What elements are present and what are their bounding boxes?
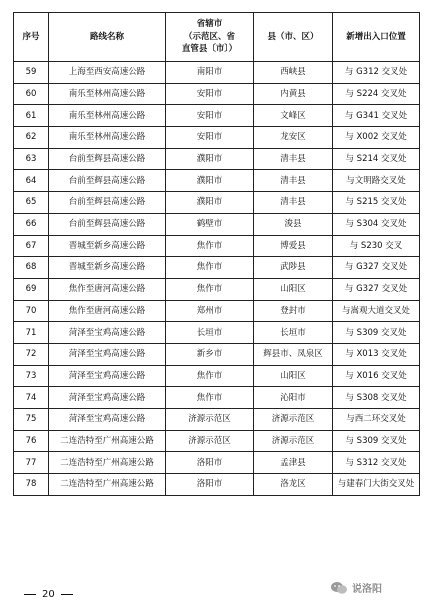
county-cell: 内黄县 (254, 83, 333, 105)
exit-location-cell: 与 X016 交叉处 (333, 365, 420, 387)
row-index-cell: 64 (14, 170, 49, 192)
exit-location-cell: 与 X013 交叉处 (333, 343, 420, 365)
table-row (14, 148, 420, 170)
county-cell: 登封市 (254, 300, 333, 322)
row-index-cell: 72 (14, 343, 49, 365)
route-name-cell: 晋城至新乡高速公路 (49, 235, 166, 257)
route-name-cell: 台前至辉县高速公路 (49, 148, 166, 170)
county-cell: 西峡县 (254, 62, 333, 84)
city-cell: 济源示范区 (166, 409, 254, 431)
city-cell: 焦作市 (166, 257, 254, 279)
table-row (14, 365, 420, 387)
header-city (166, 13, 254, 62)
row-index-cell: 68 (14, 257, 49, 279)
county-cell: 沁阳市 (254, 387, 333, 409)
exit-location-cell: 与西二环交叉处 (333, 409, 420, 431)
exit-location-cell: 与嵩观大道交叉处 (333, 300, 420, 322)
table-row (14, 387, 420, 409)
route-name-cell: 二连浩特至广州高速公路 (49, 430, 166, 452)
table-row (14, 300, 420, 322)
row-index-cell: 61 (14, 105, 49, 127)
table-row (14, 409, 420, 431)
header-index: 序号 (14, 13, 49, 62)
table-row (14, 62, 420, 84)
header-route-name: 路线名称 (49, 13, 166, 62)
table-row (14, 213, 420, 235)
row-index-cell: 65 (14, 192, 49, 214)
header-city-line-3: 直管县〔市〕） (181, 44, 238, 55)
header-city-line-1: 省辖市 (196, 18, 223, 29)
table-row (14, 105, 420, 127)
county-cell: 山阳区 (254, 278, 333, 300)
exit-location-cell: 与 G327 交叉处 (333, 257, 420, 279)
table-row (14, 257, 420, 279)
table-row (14, 343, 420, 365)
county-cell: 清丰县 (254, 192, 333, 214)
table-row (14, 452, 420, 474)
table-row (14, 170, 420, 192)
county-cell: 龙安区 (254, 127, 333, 149)
table-row (14, 430, 420, 452)
exit-location-cell: 与 G327 交叉处 (333, 278, 420, 300)
row-index-cell: 69 (14, 278, 49, 300)
highway-exit-table (13, 12, 420, 496)
route-name-cell: 菏泽至宝鸡高速公路 (49, 409, 166, 431)
route-name-cell: 二连浩特至广州高速公路 (49, 452, 166, 474)
row-index-cell: 71 (14, 322, 49, 344)
route-name-cell: 菏泽至宝鸡高速公路 (49, 387, 166, 409)
row-index-cell: 73 (14, 365, 49, 387)
county-cell: 山阳区 (254, 365, 333, 387)
city-cell: 濮阳市 (166, 170, 254, 192)
exit-location-cell: 与建春门大街交叉处 (333, 474, 420, 496)
city-cell: 濮阳市 (166, 192, 254, 214)
county-cell: 孟津县 (254, 452, 333, 474)
route-name-cell: 菏泽至宝鸡高速公路 (49, 343, 166, 365)
footer-dash-right (61, 594, 73, 595)
city-cell: 焦作市 (166, 365, 254, 387)
route-name-cell: 台前至辉县高速公路 (49, 213, 166, 235)
table-header-row (14, 13, 420, 62)
route-name-cell: 上海至西安高速公路 (49, 62, 166, 84)
route-name-cell: 晋城至新乡高速公路 (49, 257, 166, 279)
row-index-cell: 78 (14, 474, 49, 496)
county-cell: 清丰县 (254, 148, 333, 170)
route-name-cell: 菏泽至宝鸡高速公路 (49, 365, 166, 387)
table-row (14, 192, 420, 214)
city-cell: 安阳市 (166, 105, 254, 127)
city-cell: 长垣市 (166, 322, 254, 344)
county-cell: 文峰区 (254, 105, 333, 127)
row-index-cell: 67 (14, 235, 49, 257)
header-city-line-2: （示范区、省 (183, 31, 235, 42)
route-name-cell: 焦作至唐河高速公路 (49, 278, 166, 300)
footer-dash-left (24, 594, 36, 595)
exit-location-cell: 与 G341 交叉处 (333, 105, 420, 127)
city-cell: 焦作市 (166, 278, 254, 300)
table-row (14, 235, 420, 257)
wechat-icon (330, 581, 348, 595)
exit-location-cell: 与 S230 交叉 (333, 235, 420, 257)
county-cell: 长垣市 (254, 322, 333, 344)
county-cell: 浚县 (254, 213, 333, 235)
county-cell: 济源示范区 (254, 430, 333, 452)
county-cell: 辉县市、凤泉区 (254, 343, 333, 365)
row-index-cell: 74 (14, 387, 49, 409)
city-cell: 济源示范区 (166, 430, 254, 452)
county-cell: 武陟县 (254, 257, 333, 279)
table-row (14, 278, 420, 300)
county-cell: 清丰县 (254, 170, 333, 192)
exit-location-cell: 与 G312 交叉处 (333, 62, 420, 84)
exit-location-cell: 与 S214 交叉处 (333, 148, 420, 170)
table-row (14, 83, 420, 105)
page-footer (24, 589, 73, 600)
row-index-cell: 76 (14, 430, 49, 452)
city-cell: 新乡市 (166, 343, 254, 365)
route-name-cell: 南乐至林州高速公路 (49, 127, 166, 149)
table-row (14, 322, 420, 344)
row-index-cell: 66 (14, 213, 49, 235)
exit-location-cell: 与 X002 交叉处 (333, 127, 420, 149)
watermark-text: 说洛阳 (352, 584, 382, 595)
exit-location-cell: 与 S309 交叉处 (333, 322, 420, 344)
header-exit-location: 新增出入口位置 (333, 13, 420, 62)
row-index-cell: 75 (14, 409, 49, 431)
route-name-cell: 二连浩特至广州高速公路 (49, 474, 166, 496)
city-cell: 洛阳市 (166, 452, 254, 474)
row-index-cell: 70 (14, 300, 49, 322)
county-cell: 济源示范区 (254, 409, 333, 431)
city-cell: 焦作市 (166, 235, 254, 257)
row-index-cell: 77 (14, 452, 49, 474)
county-cell: 博爱县 (254, 235, 333, 257)
row-index-cell: 62 (14, 127, 49, 149)
exit-location-cell: 与文明路交叉处 (333, 170, 420, 192)
city-cell: 安阳市 (166, 127, 254, 149)
city-cell: 焦作市 (166, 387, 254, 409)
row-index-cell: 63 (14, 148, 49, 170)
city-cell: 南阳市 (166, 62, 254, 84)
exit-location-cell: 与 S304 交叉处 (333, 213, 420, 235)
exit-location-cell: 与 S215 交叉处 (333, 192, 420, 214)
route-name-cell: 南乐至林州高速公路 (49, 105, 166, 127)
row-index-cell: 59 (14, 62, 49, 84)
exit-location-cell: 与 S312 交叉处 (333, 452, 420, 474)
exit-location-cell: 与 S224 交叉处 (333, 83, 420, 105)
city-cell: 洛阳市 (166, 474, 254, 496)
city-cell: 濮阳市 (166, 148, 254, 170)
city-cell: 郑州市 (166, 300, 254, 322)
route-name-cell: 菏泽至宝鸡高速公路 (49, 322, 166, 344)
city-cell: 安阳市 (166, 83, 254, 105)
county-cell: 洛龙区 (254, 474, 333, 496)
table-body (14, 62, 420, 496)
watermark (330, 580, 382, 595)
table-row (14, 127, 420, 149)
route-name-cell: 台前至辉县高速公路 (49, 192, 166, 214)
table-row (14, 474, 420, 496)
route-name-cell: 台前至辉县高速公路 (49, 170, 166, 192)
route-name-cell: 焦作至唐河高速公路 (49, 300, 166, 322)
exit-location-cell: 与 S308 交叉处 (333, 387, 420, 409)
header-county: 县（市、区） (254, 13, 333, 62)
city-cell: 鹤壁市 (166, 213, 254, 235)
route-name-cell: 南乐至林州高速公路 (49, 83, 166, 105)
page-number: 20 (42, 589, 55, 600)
exit-location-cell: 与 S309 交叉处 (333, 430, 420, 452)
row-index-cell: 60 (14, 83, 49, 105)
